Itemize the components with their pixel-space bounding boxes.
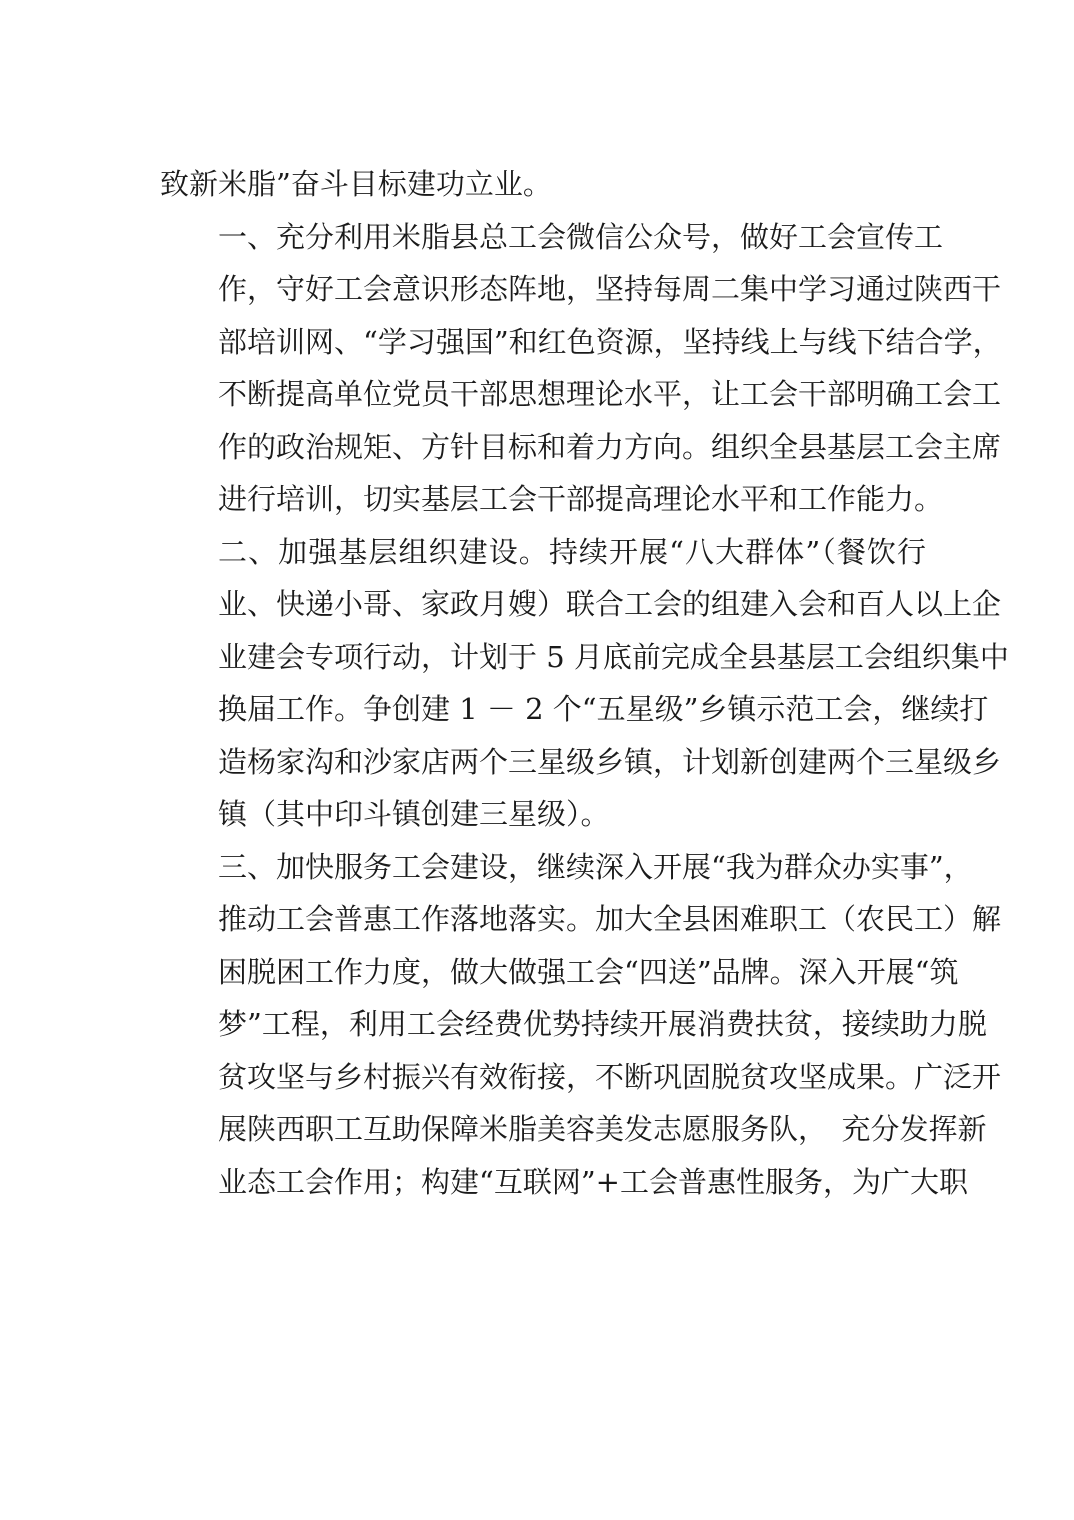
text-line: 部培训网、“学习强国”和红色资源，坚持线上与线下结合学， bbox=[218, 324, 1002, 359]
text-line: 作的政治规矩、方针目标和着力方向。组织全县基层工会主席 bbox=[218, 429, 1002, 464]
text-line: 贫攻坚与乡村振兴有效衔接，不断巩固脱贫攻坚成果。广泛开 bbox=[218, 1059, 1002, 1094]
text-line: 二、加强基层组织建设。持续开展“八大群体”（餐饮行 bbox=[218, 534, 926, 569]
paragraph-section-two bbox=[160, 526, 1009, 841]
text-line: 推动工会普惠工作落地落实。加大全县困难职工（农民工）解 bbox=[218, 902, 1002, 936]
text-line: 展陕西职工互助保障米脂美容美发志愿服务队， 充分发挥新 bbox=[218, 1112, 987, 1146]
text-line: 业、快递小哥、家政月嫂）联合工会的组建入会和百人以上企 bbox=[218, 587, 1002, 621]
text-line: 不断提高单位党员干部思想理论水平，让工会干部明确工会工 bbox=[218, 377, 1002, 411]
paragraph-section-one bbox=[160, 211, 1002, 526]
text-line: 造杨家沟和沙家店两个三星级乡镇，计划新创建两个三星级乡 bbox=[218, 744, 1002, 779]
text-line: 业态工会作用；构建“互联网”+工会普惠性服务，为广大职 bbox=[218, 1164, 968, 1199]
paragraph-continuation bbox=[160, 158, 926, 211]
text-line: 换届工作。争创建 1 － 2 个“五星级”乡镇示范工会，继续打 bbox=[218, 692, 989, 726]
paragraph-section-three bbox=[160, 841, 1002, 1209]
text-line: 镇（其中印斗镇创建三星级）。 bbox=[218, 797, 610, 831]
text-line: 一、充分利用米脂县总工会微信公众号，做好工会宣传工 bbox=[218, 219, 944, 254]
text-line: 梦”工程，利用工会经费优势持续开展消费扶贫，接续助力脱 bbox=[218, 1007, 987, 1041]
text-line: 作，守好工会意识形态阵地，坚持每周二集中学习通过陕西干 bbox=[218, 272, 1002, 306]
document-body bbox=[160, 158, 1009, 1208]
text-line: 三、加快服务工会建设，继续深入开展“我为群众办实事”， bbox=[218, 849, 973, 884]
text-line: 业建会专项行动，计划于 5 月底前完成全县基层工会组织集中 bbox=[218, 639, 1009, 674]
text-line: 致新米脂”奋斗目标建功立业。 bbox=[160, 167, 552, 201]
text-line: 困脱困工作力度，做大做强工会“四送”品牌。深入开展“筑 bbox=[218, 954, 959, 989]
text-line: 进行培训，切实基层工会干部提高理论水平和工作能力。 bbox=[218, 482, 944, 516]
